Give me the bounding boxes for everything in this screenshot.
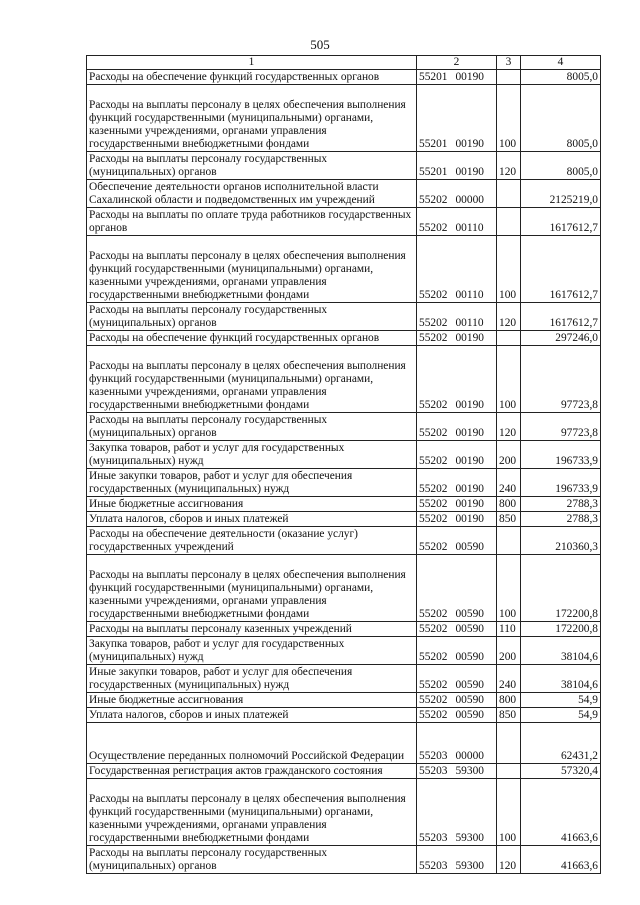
row-target-article-program: 55203	[419, 860, 448, 872]
row-amount: 210360,3	[521, 527, 601, 555]
row-target-article-direction: 00000	[455, 194, 484, 206]
row-name: Осуществление переданных полномочий Российской Федерации	[87, 723, 417, 764]
table-row	[87, 70, 601, 85]
row-amount: 97723,8	[521, 346, 601, 413]
row-target-article-program: 55203	[419, 765, 448, 777]
row-name: Расходы на обеспечение деятельности (оказание услуг) государственных учреждений	[87, 527, 417, 555]
row-target-article-direction: 00590	[455, 651, 484, 663]
table-row	[87, 779, 601, 846]
row-target-article-direction: 59300	[455, 765, 484, 777]
row-amount: 41663,6	[521, 846, 601, 874]
row-name: Государственная регистрация актов гражданского состояния	[87, 764, 417, 779]
row-target-article	[417, 779, 497, 846]
row-target-article	[417, 497, 497, 512]
row-target-article-program: 55203	[419, 832, 448, 844]
row-target-article-direction: 00590	[455, 623, 484, 635]
row-amount: 57320,4	[521, 764, 601, 779]
row-expense-type	[497, 70, 521, 85]
budget-table	[86, 55, 601, 874]
row-name: Расходы на выплаты персоналу государственных (муниципальных) органов	[87, 846, 417, 874]
row-amount: 97723,8	[521, 413, 601, 441]
row-target-article	[417, 637, 497, 665]
row-target-article	[417, 555, 497, 622]
header-col-name: 1	[87, 56, 417, 70]
row-target-article	[417, 346, 497, 413]
row-amount: 41663,6	[521, 779, 601, 846]
table-row	[87, 622, 601, 637]
row-target-article-direction: 00190	[455, 399, 484, 411]
row-target-article	[417, 413, 497, 441]
page-number: 505	[310, 37, 330, 52]
row-name: Расходы на выплаты персоналу в целях обеспечения выполнения функций государственными (муниципальными) органами, казенными учреждениями, органами управления государственными внебюджетными фондами	[87, 555, 417, 622]
row-name: Иные бюджетные ассигнования	[87, 497, 417, 512]
row-name: Расходы на выплаты персоналу в целях обеспечения выполнения функций государственными (муниципальными) органами, казенными учреждениями, органами управления государственными внебюджетными фондами	[87, 346, 417, 413]
row-name: Расходы на обеспечение функций государственных органов	[87, 70, 417, 85]
row-expense-type: 850	[497, 512, 521, 527]
row-target-article-direction: 00190	[455, 483, 484, 495]
row-amount: 1617612,7	[521, 236, 601, 303]
row-target-article-direction: 00590	[455, 709, 484, 721]
row-amount: 62431,2	[521, 723, 601, 764]
row-target-article-program: 55202	[419, 513, 448, 525]
row-expense-type: 100	[497, 555, 521, 622]
row-expense-type	[497, 723, 521, 764]
row-amount: 38104,6	[521, 665, 601, 693]
row-name: Уплата налогов, сборов и иных платежей	[87, 708, 417, 723]
row-expense-type: 240	[497, 665, 521, 693]
row-target-article-program: 55202	[419, 317, 448, 329]
row-target-article-program: 55202	[419, 455, 448, 467]
row-target-article-program: 55202	[419, 694, 448, 706]
row-amount: 2788,3	[521, 497, 601, 512]
row-target-article-program: 55202	[419, 483, 448, 495]
row-target-article-direction: 00190	[455, 498, 484, 510]
table-row	[87, 413, 601, 441]
row-expense-type: 100	[497, 236, 521, 303]
row-target-article-program: 55202	[419, 541, 448, 553]
row-amount: 2125219,0	[521, 180, 601, 208]
row-target-article	[417, 85, 497, 152]
header-row	[87, 56, 601, 70]
row-target-article-direction: 00190	[455, 71, 484, 83]
row-name: Расходы на выплаты по оплате труда работников государственных органов	[87, 208, 417, 236]
row-target-article	[417, 441, 497, 469]
row-name: Расходы на обеспечение функций государственных органов	[87, 331, 417, 346]
row-expense-type: 800	[497, 693, 521, 708]
row-expense-type: 800	[497, 497, 521, 512]
row-name: Расходы на выплаты персоналу государственных (муниципальных) органов	[87, 152, 417, 180]
row-amount: 38104,6	[521, 637, 601, 665]
row-name: Расходы на выплаты персоналу государственных (муниципальных) органов	[87, 303, 417, 331]
table-row	[87, 331, 601, 346]
row-target-article	[417, 693, 497, 708]
row-target-article-direction: 00110	[455, 289, 484, 301]
row-name: Расходы на выплаты персоналу в целях обеспечения выполнения функций государственными (муниципальными) органами, казенными учреждениями, органами управления государственными внебюджетными фондами	[87, 236, 417, 303]
row-expense-type: 120	[497, 413, 521, 441]
row-target-article-program: 55202	[419, 608, 448, 620]
row-target-article	[417, 208, 497, 236]
row-amount: 297246,0	[521, 331, 601, 346]
row-expense-type: 200	[497, 637, 521, 665]
row-target-article-direction: 00110	[455, 222, 484, 234]
row-amount: 1617612,7	[521, 303, 601, 331]
row-amount: 8005,0	[521, 152, 601, 180]
row-amount: 196733,9	[521, 441, 601, 469]
row-target-article	[417, 527, 497, 555]
row-name: Закупка товаров, работ и услуг для государственных (муниципальных) нужд	[87, 441, 417, 469]
row-expense-type: 100	[497, 779, 521, 846]
row-name: Иные закупки товаров, работ и услуг для обеспечения государственных (муниципальных) нужд	[87, 469, 417, 497]
row-amount: 172200,8	[521, 622, 601, 637]
row-target-article-direction: 00000	[455, 750, 484, 762]
table-row	[87, 346, 601, 413]
row-amount: 1617612,7	[521, 208, 601, 236]
table-row	[87, 85, 601, 152]
table-row	[87, 708, 601, 723]
row-target-article-direction: 00590	[455, 694, 484, 706]
row-target-article-program: 55202	[419, 651, 448, 663]
row-amount: 172200,8	[521, 555, 601, 622]
table-row	[87, 723, 601, 764]
table-body	[87, 70, 601, 874]
table-row	[87, 637, 601, 665]
row-target-article	[417, 723, 497, 764]
table-row	[87, 303, 601, 331]
row-target-article	[417, 512, 497, 527]
row-amount: 8005,0	[521, 85, 601, 152]
header-col-csr: 2	[417, 56, 497, 70]
table-row	[87, 846, 601, 874]
row-target-article-program: 55202	[419, 222, 448, 234]
row-target-article-direction: 00190	[455, 332, 484, 344]
row-target-article-program: 55202	[419, 399, 448, 411]
row-target-article-program: 55203	[419, 750, 448, 762]
row-target-article-direction: 00590	[455, 541, 484, 553]
row-name: Расходы на выплаты персоналу государственных (муниципальных) органов	[87, 413, 417, 441]
row-expense-type: 100	[497, 85, 521, 152]
row-target-article-program: 55202	[419, 623, 448, 635]
table-row	[87, 152, 601, 180]
table-row	[87, 497, 601, 512]
table-row	[87, 665, 601, 693]
row-expense-type: 120	[497, 152, 521, 180]
row-expense-type: 120	[497, 303, 521, 331]
row-target-article-direction: 59300	[455, 832, 484, 844]
row-name: Расходы на выплаты персоналу в целях обеспечения выполнения функций государственными (муниципальными) органами, казенными учреждениями, органами управления государственными внебюджетными фондами	[87, 85, 417, 152]
table-row	[87, 236, 601, 303]
row-target-article	[417, 70, 497, 85]
row-target-article-direction: 59300	[455, 860, 484, 872]
row-target-article	[417, 180, 497, 208]
row-target-article-direction: 00190	[455, 427, 484, 439]
row-name: Уплата налогов, сборов и иных платежей	[87, 512, 417, 527]
table-row	[87, 764, 601, 779]
row-name: Закупка товаров, работ и услуг для государственных (муниципальных) нужд	[87, 637, 417, 665]
row-target-article-direction: 00190	[455, 455, 484, 467]
row-target-article-program: 55202	[419, 289, 448, 301]
row-name: Расходы на выплаты персоналу в целях обеспечения выполнения функций государственными (муниципальными) органами, казенными учреждениями, органами управления государственными внебюджетными фондами	[87, 779, 417, 846]
row-target-article-program: 55202	[419, 498, 448, 510]
row-target-article-program: 55202	[419, 427, 448, 439]
row-name: Иные бюджетные ассигнования	[87, 693, 417, 708]
row-expense-type: 110	[497, 622, 521, 637]
row-target-article	[417, 152, 497, 180]
row-target-article-direction: 00590	[455, 679, 484, 691]
row-target-article-direction: 00110	[455, 317, 484, 329]
table-row	[87, 512, 601, 527]
row-target-article	[417, 708, 497, 723]
row-target-article	[417, 622, 497, 637]
row-expense-type: 100	[497, 346, 521, 413]
row-target-article-program: 55201	[419, 166, 448, 178]
row-target-article	[417, 236, 497, 303]
table-row	[87, 555, 601, 622]
row-expense-type	[497, 527, 521, 555]
header-col-amount: 4	[521, 56, 601, 70]
row-target-article-direction: 00190	[455, 138, 484, 150]
row-target-article-program: 55202	[419, 194, 448, 206]
row-target-article-program: 55202	[419, 709, 448, 721]
table-header	[87, 56, 601, 70]
row-target-article	[417, 469, 497, 497]
row-target-article	[417, 665, 497, 693]
row-expense-type: 850	[497, 708, 521, 723]
row-amount: 54,9	[521, 708, 601, 723]
row-name: Иные закупки товаров, работ и услуг для обеспечения государственных (муниципальных) нужд	[87, 665, 417, 693]
table-row	[87, 208, 601, 236]
table-row	[87, 693, 601, 708]
row-target-article	[417, 331, 497, 346]
row-target-article-program: 55201	[419, 71, 448, 83]
row-target-article-direction: 00590	[455, 608, 484, 620]
row-target-article-program: 55202	[419, 679, 448, 691]
row-amount: 54,9	[521, 693, 601, 708]
row-name: Обеспечение деятельности органов исполнительной власти Сахалинской области и подведомственных им учреждений	[87, 180, 417, 208]
row-expense-type	[497, 331, 521, 346]
row-amount: 2788,3	[521, 512, 601, 527]
row-expense-type	[497, 764, 521, 779]
table-row	[87, 527, 601, 555]
row-expense-type	[497, 208, 521, 236]
row-expense-type: 240	[497, 469, 521, 497]
row-target-article-direction: 00190	[455, 513, 484, 525]
row-expense-type: 120	[497, 846, 521, 874]
row-target-article	[417, 303, 497, 331]
row-target-article-program: 55202	[419, 332, 448, 344]
row-expense-type: 200	[497, 441, 521, 469]
row-target-article	[417, 764, 497, 779]
table-row	[87, 180, 601, 208]
row-target-article-program: 55201	[419, 138, 448, 150]
table-row	[87, 469, 601, 497]
row-name: Расходы на выплаты персоналу казенных учреждений	[87, 622, 417, 637]
row-target-article	[417, 846, 497, 874]
row-amount: 8005,0	[521, 70, 601, 85]
header-col-vr: 3	[497, 56, 521, 70]
table-row	[87, 441, 601, 469]
row-target-article-direction: 00190	[455, 166, 484, 178]
row-expense-type	[497, 180, 521, 208]
row-amount: 196733,9	[521, 469, 601, 497]
